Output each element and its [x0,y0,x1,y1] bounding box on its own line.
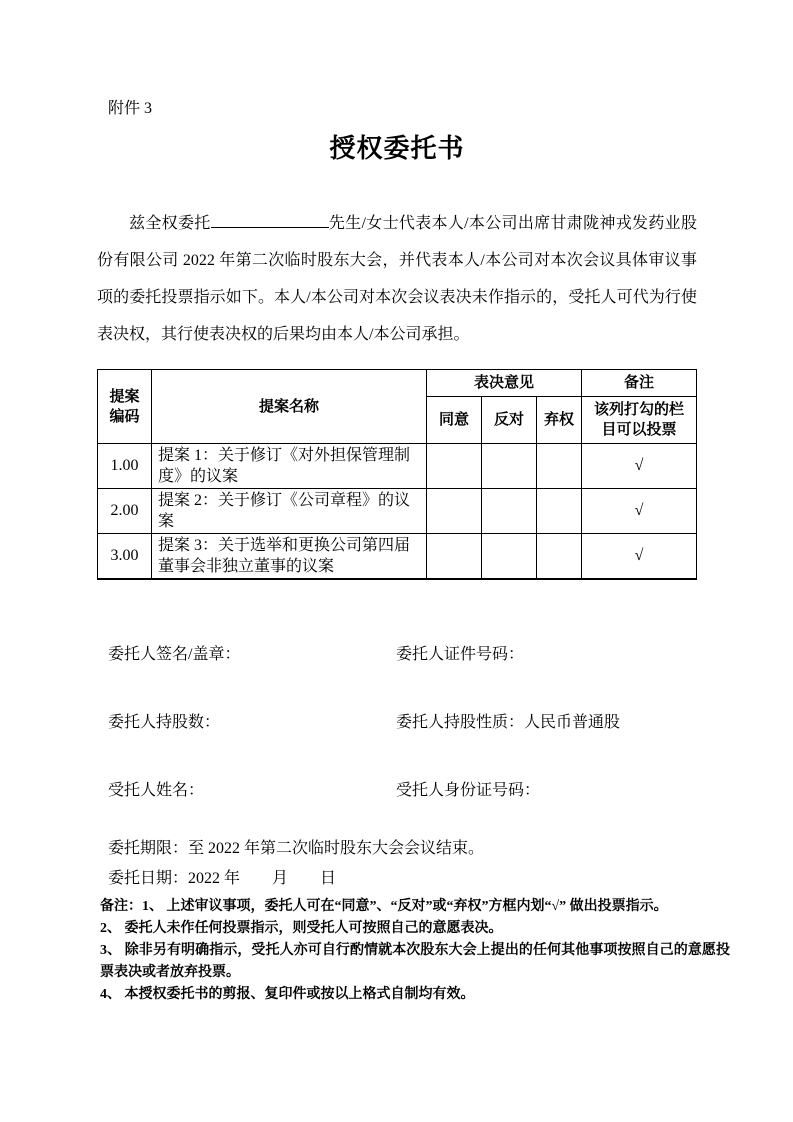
signature-fields [97,644,697,801]
proxy-name-blank [211,211,329,228]
header-remark: 备注 [582,370,697,397]
note-item-3: 3、 除非另有明确指示，受托人亦可自行酌情就本次股东大会上提出的任何其他事项按照自己的意愿投票表决或者放弃投票。 [100,943,730,980]
field-trustee-name [108,780,396,801]
field-label: 受托人姓名： [108,782,205,799]
proposal-code: 3.00 [98,534,152,580]
notes-section [100,896,730,1006]
field-row [108,644,697,665]
remark-checkmark: √ [582,534,697,580]
intro-paragraph [97,205,697,353]
table-row [98,489,697,534]
intro-lead: 兹全权委托 [129,215,211,232]
header-proposal-code: 提案编码 [98,370,152,444]
remark-checkmark: √ [582,444,697,489]
field-label: 委托人证件号码： [396,646,525,663]
vote-cell-oppose [482,489,537,534]
notes-label: 备注： [100,899,142,914]
voting-instruction-table [97,369,697,580]
header-remark-note: 该列打勾的栏目可以投票 [582,397,697,444]
header-abstain: 弃权 [537,397,582,444]
field-label: 委托人持股数： [108,714,221,731]
field-row [108,780,697,801]
proposal-code: 2.00 [98,489,152,534]
proposal-code: 1.00 [98,444,152,489]
vote-cell-agree [427,489,482,534]
field-label: 受托人身份证号码： [396,782,541,799]
proxy-validity-line: 委托期限：至 2022 年第二次临时股东大会会议结束。 [108,840,485,857]
field-value: 人民币普通股 [524,714,621,731]
field-principal-id [396,644,697,665]
field-label: 委托人持股性质： [396,714,525,731]
field-trustee-id [396,780,697,801]
field-label: 委托人签名/盖章： [108,646,241,663]
header-agree: 同意 [427,397,482,444]
header-oppose: 反对 [482,397,537,444]
vote-cell-abstain [537,534,582,580]
proposal-name: 提案 2：关于修订《公司章程》的议案 [152,489,427,534]
attachment-label: 附件 3 [108,100,153,117]
proxy-date-line: 委托日期：2022 年 月 日 [108,870,337,887]
header-vote-opinion: 表决意见 [427,370,582,397]
table-row [98,444,697,489]
vote-cell-oppose [482,534,537,580]
vote-cell-abstain [537,489,582,534]
intro-body: 先生/女士代表本人/本公司出席甘肃陇神戎发药业股份有限公司 2022 年第二次临时股东大会，并代表本人/本公司对本次会议具体审议事项的委托投票指示如下。本人/本公司对本次会议表决未作指示的，受托人可代为行使表决权，其行使表决权的后果均由本人/本公司承担。 [97,215,697,343]
vote-cell-oppose [482,444,537,489]
note-item-1 [100,896,730,918]
field-row [108,712,697,733]
note-text: 1、 上述审议事项，委托人可在“同意”、“反对”或“弃权”方框内划“√” 做出投票指示。 [142,899,668,914]
vote-cell-abstain [537,444,582,489]
header-proposal-name: 提案名称 [152,370,427,444]
proposal-name: 提案 1：关于修订《对外担保管理制度》的议案 [152,444,427,489]
page-title: 授权委托书 [329,133,465,163]
note-item-2: 2、 委托人未作任何投票指示，则受托人可按照自己的意愿表决。 [100,921,503,936]
remark-checkmark: √ [582,489,697,534]
field-principal-share-type [396,712,697,733]
field-principal-signature [108,644,396,665]
proposal-name: 提案 3：关于选举和更换公司第四届董事会非独立董事的议案 [152,534,427,580]
vote-cell-agree [427,534,482,580]
vote-cell-agree [427,444,482,489]
table-row [98,534,697,580]
note-item-4: 4、 本授权委托书的剪报、复印件或按以上格式自制均有效。 [100,987,475,1002]
field-principal-shares [108,712,396,733]
